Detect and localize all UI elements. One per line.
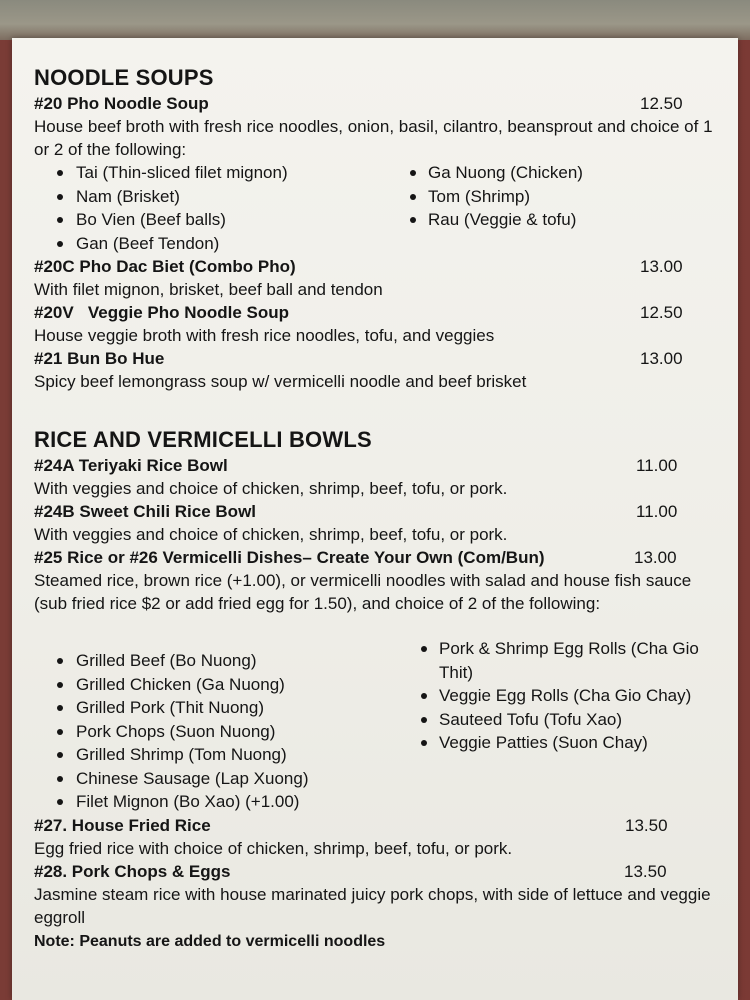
option-item: Sauteed Tofu (Tofu Xao) [417,708,707,732]
item-price: 11.00 [636,502,678,521]
item-description: House veggie broth with fresh rice noodles, tofu, and veggies [34,326,495,345]
option-item: Nam (Brisket) [34,185,406,209]
item-name: #25 Rice or #26 Vermicelli Dishes– Create Your Own (Com/Bun) [34,548,545,567]
option-item: Grilled Beef (Bo Nuong) [34,649,417,673]
option-item: Pork Chops (Suon Nuong) [34,720,417,744]
section-title-noodle-soups: NOODLE SOUPS [34,65,214,90]
item-name-20 [34,92,724,115]
option-item: Bo Vien (Beef balls) [34,208,406,232]
item-name: #27. House Fried Rice [34,815,211,835]
option-item: Filet Mignon (Bo Xao) (+1.00) [34,790,417,814]
item-description: Jasmine steam rice with house marinated juicy pork chops, with side of lettuce and veggie eggroll [34,884,711,927]
item-description: Egg fried rice with choice of chicken, shrimp, beef, tofu, or pork. [34,838,513,858]
item-description: Spicy beef lemongrass soup w/ vermicelli noodle and beef brisket [34,372,527,391]
options-right [417,637,707,814]
item-description: With veggies and choice of chicken, shrimp, beef, tofu, or pork. [34,479,508,498]
item-name: #20V Veggie Pho Noodle Soup [34,303,290,322]
option-item: Ga Nuong (Chicken) [406,161,706,185]
item-price: 13.00 [640,257,683,276]
item-price: 12.50 [640,303,683,322]
option-item: Rau (Veggie & tofu) [406,208,706,232]
item-name-20v [34,301,724,324]
item-name: #28. Pork Chops & Eggs [34,861,231,881]
item-name-24b [34,500,724,523]
item-price: 11.00 [636,456,678,475]
option-item: Gan (Beef Tendon) [34,232,406,256]
top-edge [0,0,750,40]
pho-options [34,161,724,255]
item-price: 12.50 [640,94,683,113]
item-name-20c [34,255,724,278]
option-item: Grilled Chicken (Ga Nuong) [34,673,417,697]
item-name-27 [34,814,724,837]
item-name: #24A Teriyaki Rice Bowl [34,456,228,475]
item-description: With veggies and choice of chicken, shrimp, beef, tofu, or pork. [34,525,508,544]
peanut-note: Note: Peanuts are added to vermicelli noodles [34,932,386,950]
option-item: Tai (Thin-sliced filet mignon) [34,161,406,185]
item-name-25-26 [34,546,724,569]
item-name: #20C Pho Dac Biet (Combo Pho) [34,257,296,276]
item-description: With filet mignon, brisket, beef ball and tendon [34,280,383,299]
option-item: Veggie Patties (Suon Chay) [417,731,707,755]
options-left [34,161,406,255]
menu-sheet [12,38,738,1000]
section-title-rice-bowls: RICE AND VERMICELLI BOWLS [34,427,372,452]
item-name-24a [34,454,724,477]
options-left [34,637,417,814]
item-name-21 [34,347,724,370]
item-name: #24B Sweet Chili Rice Bowl [34,502,257,521]
item-name: #21 Bun Bo Hue [34,349,165,368]
menu-content [34,64,724,953]
item-price: 13.50 [624,861,667,881]
option-item: Veggie Egg Rolls (Cha Gio Chay) [417,684,707,708]
item-name-28 [34,860,724,883]
option-item: Chinese Sausage (Lap Xuong) [34,767,417,791]
item-name: #20 Pho Noodle Soup [34,94,209,113]
item-description: House beef broth with fresh rice noodles, onion, basil, cilantro, beansprout and choice of 1 or 2 of the following: [34,117,713,159]
item-price: 13.00 [640,349,683,368]
item-description: Steamed rice, brown rice (+1.00), or vermicelli noodles with salad and house fish sauce (sub fried rice $2 or add fried egg for 1.50), and choice of 2 of the following: [34,571,692,613]
option-item: Tom (Shrimp) [406,185,706,209]
item-price: 13.50 [625,815,668,835]
option-item: Grilled Pork (Thit Nuong) [34,696,417,720]
option-item: Pork & Shrimp Egg Rolls (Cha Gio Thit) [417,637,707,684]
options-right [406,161,706,255]
com-bun-options [34,637,724,814]
option-item: Grilled Shrimp (Tom Nuong) [34,743,417,767]
item-price: 13.00 [634,548,677,567]
